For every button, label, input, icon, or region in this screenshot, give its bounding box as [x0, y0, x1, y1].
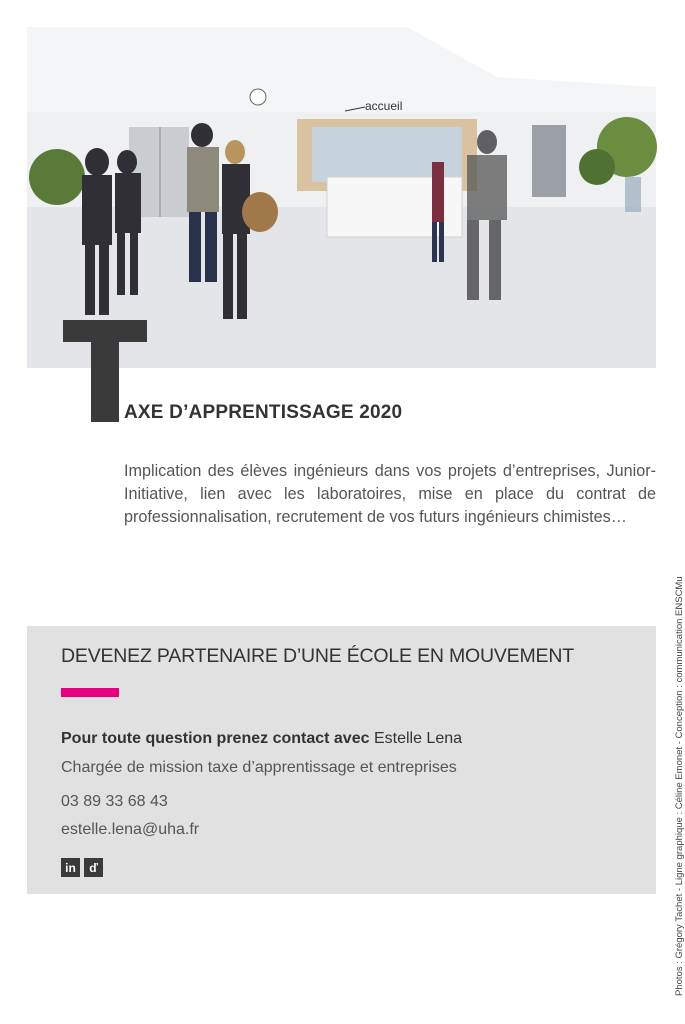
photo-credit: Photos : Grégory Tachet - Ligne graphique : Céline Emonet - Conception : communication ENSCMu [674, 576, 685, 996]
partner-box [27, 626, 656, 894]
contact-phone[interactable]: 03 89 33 68 43 [61, 793, 168, 810]
linkedin-icon[interactable]: in [61, 858, 80, 877]
intro-paragraph: Implication des élèves ingénieurs dans vos projets d’entreprises, Junior-Initiative, lien avec les laboratoires, mise en place du contrat de professionnalisation, recrutement de vos futurs ingénieurs chimistes… [124, 462, 656, 526]
partner-heading: DEVENEZ PARTENAIRE D’UNE ÉCOLE EN MOUVEMENT [61, 645, 574, 667]
contact-line [61, 730, 462, 748]
title-initial-stem [91, 320, 119, 422]
page-title: AXE D’APPRENTISSAGE 2020 [124, 402, 403, 423]
social-links [61, 858, 103, 877]
accent-bar [61, 688, 119, 697]
contact-role: Chargée de mission taxe d’apprentissage et entreprises [61, 759, 457, 776]
lobby-photo [27, 27, 656, 368]
accueil-sign-text: accueil [365, 99, 403, 113]
contact-name: Estelle Lena [373, 730, 463, 747]
contact-email[interactable]: estelle.lena@uha.fr [61, 821, 200, 838]
contact-prefix: Pour toute question prenez contact avec [61, 730, 370, 747]
viadeo-icon[interactable]: ď [84, 858, 103, 877]
